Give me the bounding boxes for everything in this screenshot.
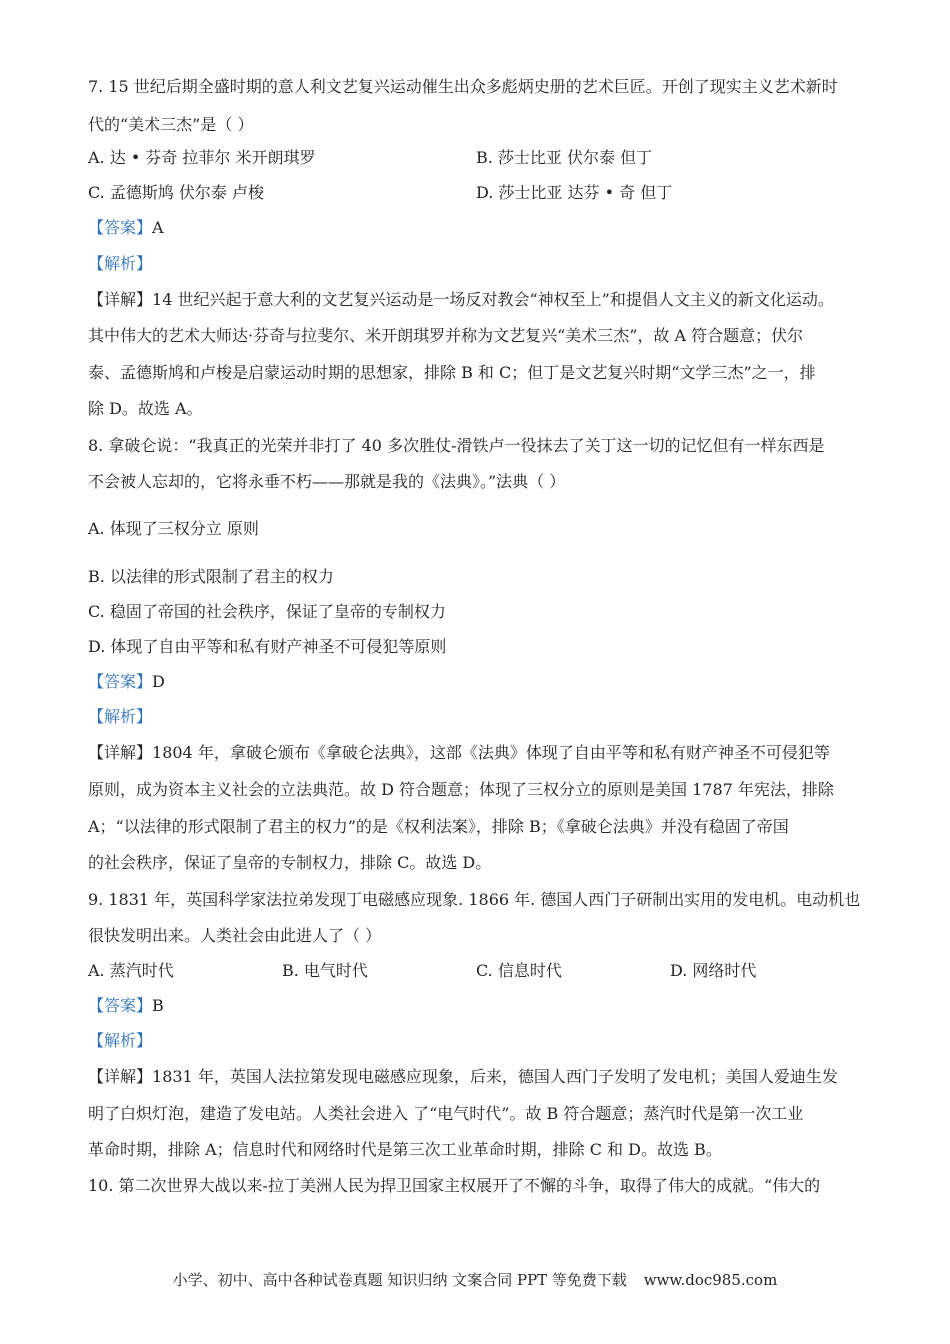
page-footer [0,1269,950,1290]
answer-tag: 【答案】 [88,218,153,237]
q7-option-c: C. 孟德斯鸠 伏尔泰 卢梭 [88,183,265,202]
q7-analysis-tag: 【解析】 [88,254,153,273]
q7-detail-line2: 其中伟大的艺术大师达·芬奇与拉斐尔、米开朗琪罗并称为文艺复兴“美术三杰”，故 A 符合题意；伏尔 [88,326,804,345]
q9-stem-line1: 9. 1831 年，英国科学家法拉弟发现丁电磁感应现象. 1866 年. 德国人西门子研制出实用的发电机。电动机也 [88,890,861,909]
q8-detail-line3: A；“以法律的形式限制了君主的权力”的是《权利法案》，排除 B；《拿破仑法典》并没有稳固了帝国 [88,817,789,836]
q8-stem-line1: 8. 拿破仑说：“我真正的光荣并非打了 40 多次胜仗-滑铁卢一役抹去了关丁这一切的记忆但有一样东西是 [88,436,825,455]
q9-option-d: D. 网络时代 [670,961,757,980]
q10-stem-line1: 10. 第二次世界大战以来-拉丁美洲人民为捍卫国家主权展开了不懈的斗争，取得了伟大的成就。“伟大的 [88,1176,821,1195]
q7-option-d: D. 莎士比亚 达芬 • 奇 但丁 [476,183,673,202]
q9-option-b: B. 电气时代 [282,961,368,980]
q8-option-d: D. 体现了自由平等和私有财产神圣不可侵犯等原则 [88,637,447,656]
answer-value: D [152,672,165,691]
q8-detail-line2: 原则，成为资本主义社会的立法典范。故 D 符合题意；体现了三权分立的原则是美国 1787 年宪法，排除 [88,780,834,799]
q9-analysis-tag: 【解析】 [88,1031,153,1050]
q8-option-b: B. 以法律的形式限制了君主的权力 [88,567,334,586]
q8-answer [88,672,165,692]
answer-tag: 【答案】 [88,672,153,691]
q7-answer [88,218,164,238]
q7-option-a: A. 达 • 芬奇 拉菲尔 米开朗琪罗 [88,148,316,167]
q8-detail-line1 [88,743,830,763]
q9-option-a: A. 蒸汽时代 [88,961,174,980]
q7-detail-line3: 泰、孟德斯鸠和卢梭是启蒙运动时期的思想家，排除 B 和 C；但丁是文艺复兴时期“文学三杰”之一，排 [88,363,816,382]
q9-detail-line3: 革命时期，排除 A；信息时代和网络时代是第三次工业革命时期，排除 C 和 D。故选 B。 [88,1140,722,1159]
q9-option-c: C. 信息时代 [476,961,562,980]
q7-stem-line2: 代的“美术三杰”是（ ） [88,115,254,134]
q9-detail-line2: 明了白炽灯泡，建造了发电站。人类社会进入 了“电气时代”。故 B 符合题意；蒸汽时代是第一次工业 [88,1104,804,1123]
q8-detail-line4: 的社会秩序，保证了皇帝的专制权力，排除 C。故选 D。 [88,853,492,872]
q7-detail-line1 [88,290,834,310]
q9-answer [88,996,164,1016]
detail-tag: 【详解】 [88,290,153,309]
footer-url[interactable]: www.doc985.com [643,1271,778,1289]
q9-stem-line2: 很快发明出来。人类社会由此进人了（ ） [88,926,382,945]
q8-stem-line2: 不会被人忘却的，它将永垂不朽——那就是我的《法典》。”法典（ ） [88,472,566,491]
detail-text: 1804 年，拿破仑颁布《拿破仑法典》，这部《法典》体现了自由平等和私有财产神圣不可侵犯等 [152,743,830,762]
q8-analysis-tag: 【解析】 [88,707,153,726]
q7-detail-line4: 除 D。故选 A。 [88,399,203,418]
q8-option-c: C. 稳固了帝国的社会秩序，保证了皇帝的专制权力 [88,602,446,621]
q7-option-b: B. 莎士比亚 伏尔泰 但丁 [476,148,653,167]
detail-tag: 【详解】 [88,743,153,762]
q7-stem-line1: 7. 15 世纪后期全盛时期的意人利文艺复兴运动催生出众多彪炳史册的艺术巨匠。开创了现实主义艺术新时 [88,77,838,96]
footer-text: 小学、初中、高中各种试卷真题 知识归纳 文案合同 PPT 等免费下载 [172,1271,627,1289]
detail-text: 1831 年，英国人法拉第发现电磁感应现象，后来，德国人西门子发明了发电机；美国人爱迪生发 [152,1067,838,1086]
answer-value: A [152,218,164,237]
detail-text: 14 世纪兴起于意大利的文艺复兴运动是一场反对教会“神权至上”和提倡人文主义的新文化运动。 [152,290,834,309]
q8-option-a: A. 体现了三权分立 原则 [88,519,259,538]
answer-tag: 【答案】 [88,996,153,1015]
q9-detail-line1 [88,1067,838,1087]
answer-value: B [152,996,164,1015]
detail-tag: 【详解】 [88,1067,153,1086]
